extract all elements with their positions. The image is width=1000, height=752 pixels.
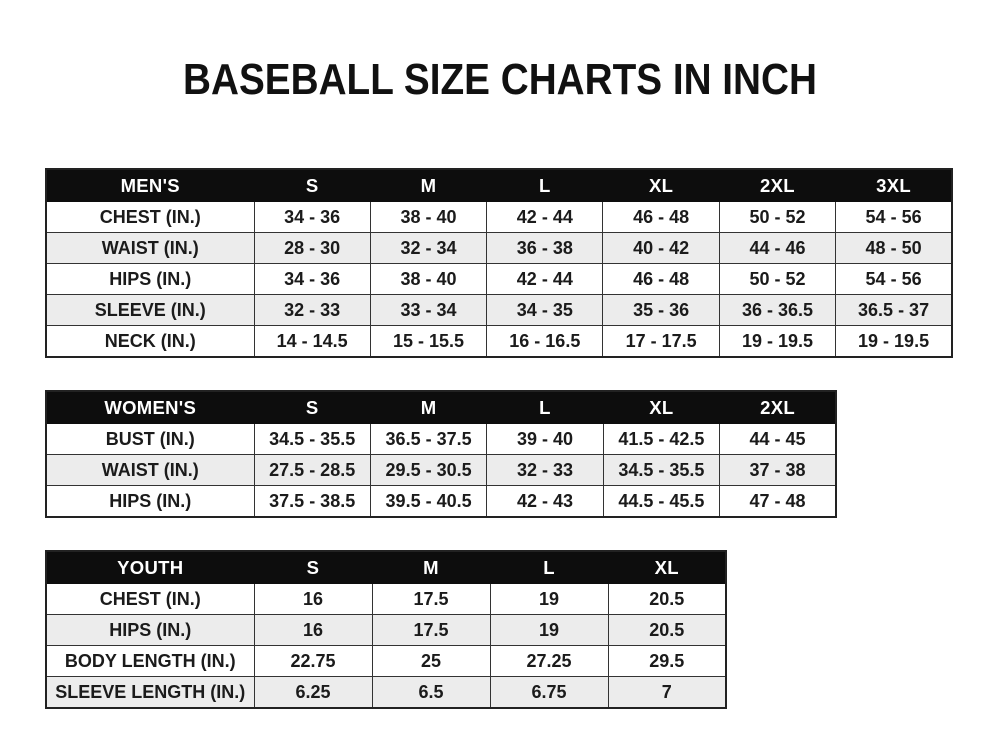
size-value-cell: 48 - 50 <box>836 233 952 264</box>
size-value-cell: 34.5 - 35.5 <box>254 424 370 455</box>
size-value-cell: 29.5 - 30.5 <box>370 455 486 486</box>
size-value-cell: 32 - 33 <box>254 295 370 326</box>
size-value-cell: 46 - 48 <box>603 264 719 295</box>
table-row <box>46 615 726 646</box>
table-row <box>46 455 836 486</box>
table-row <box>46 424 836 455</box>
size-value-cell: 20.5 <box>608 615 726 646</box>
table-header-womens: WOMEN'S <box>46 391 254 424</box>
column-header-s: S <box>254 169 370 202</box>
size-value-cell: 20.5 <box>608 584 726 615</box>
header-row-mens <box>46 169 952 202</box>
size-value-cell: 38 - 40 <box>370 264 486 295</box>
table-row <box>46 326 952 358</box>
size-value-cell: 32 - 34 <box>370 233 486 264</box>
size-value-cell: 44.5 - 45.5 <box>603 486 719 518</box>
size-value-cell: 7 <box>608 677 726 709</box>
row-label: CHEST (IN.) <box>46 584 254 615</box>
row-label: SLEEVE LENGTH (IN.) <box>46 677 254 709</box>
size-value-cell: 35 - 36 <box>603 295 719 326</box>
size-value-cell: 46 - 48 <box>603 202 719 233</box>
table-row <box>46 264 952 295</box>
size-value-cell: 42 - 43 <box>487 486 603 518</box>
size-value-cell: 29.5 <box>608 646 726 677</box>
size-value-cell: 38 - 40 <box>370 202 486 233</box>
table-header-youth: YOUTH <box>46 551 254 584</box>
size-value-cell: 41.5 - 42.5 <box>603 424 719 455</box>
table-row <box>46 677 726 709</box>
size-value-cell: 44 - 46 <box>719 233 835 264</box>
size-value-cell: 17.5 <box>372 615 490 646</box>
size-value-cell: 16 <box>254 584 372 615</box>
size-table-mens <box>45 168 953 358</box>
size-value-cell: 33 - 34 <box>370 295 486 326</box>
size-value-cell: 50 - 52 <box>719 202 835 233</box>
size-value-cell: 22.75 <box>254 646 372 677</box>
size-value-cell: 6.5 <box>372 677 490 709</box>
column-header-xl: XL <box>603 169 719 202</box>
header-row-youth <box>46 551 726 584</box>
size-value-cell: 47 - 48 <box>720 486 836 518</box>
table-row <box>46 233 952 264</box>
size-value-cell: 25 <box>372 646 490 677</box>
table-row <box>46 646 726 677</box>
size-value-cell: 42 - 44 <box>487 264 603 295</box>
row-label: HIPS (IN.) <box>46 615 254 646</box>
size-value-cell: 36 - 36.5 <box>719 295 835 326</box>
row-label: SLEEVE (IN.) <box>46 295 254 326</box>
column-header-xl: XL <box>603 391 719 424</box>
table-header-mens: MEN'S <box>46 169 254 202</box>
row-label: WAIST (IN.) <box>46 233 254 264</box>
size-value-cell: 36 - 38 <box>487 233 603 264</box>
column-header-m: M <box>372 551 490 584</box>
size-value-cell: 34.5 - 35.5 <box>603 455 719 486</box>
row-label: WAIST (IN.) <box>46 455 254 486</box>
size-value-cell: 19 - 19.5 <box>836 326 952 358</box>
size-value-cell: 39.5 - 40.5 <box>370 486 486 518</box>
row-label: CHEST (IN.) <box>46 202 254 233</box>
column-header-l: L <box>487 169 603 202</box>
size-value-cell: 34 - 35 <box>487 295 603 326</box>
table-row <box>46 486 836 518</box>
size-value-cell: 39 - 40 <box>487 424 603 455</box>
column-header-3xl: 3XL <box>836 169 952 202</box>
size-value-cell: 34 - 36 <box>254 264 370 295</box>
size-value-cell: 14 - 14.5 <box>254 326 370 358</box>
column-header-m: M <box>370 169 486 202</box>
size-value-cell: 17 - 17.5 <box>603 326 719 358</box>
size-value-cell: 32 - 33 <box>487 455 603 486</box>
table-row <box>46 295 952 326</box>
size-value-cell: 44 - 45 <box>720 424 836 455</box>
size-value-cell: 28 - 30 <box>254 233 370 264</box>
size-value-cell: 36.5 - 37.5 <box>370 424 486 455</box>
size-value-cell: 42 - 44 <box>487 202 603 233</box>
size-value-cell: 15 - 15.5 <box>370 326 486 358</box>
tables-container <box>45 168 1000 709</box>
size-value-cell: 50 - 52 <box>719 264 835 295</box>
size-value-cell: 34 - 36 <box>254 202 370 233</box>
column-header-2xl: 2XL <box>719 169 835 202</box>
size-table-womens <box>45 390 837 518</box>
size-value-cell: 27.25 <box>490 646 608 677</box>
row-label: NECK (IN.) <box>46 326 254 358</box>
row-label: BODY LENGTH (IN.) <box>46 646 254 677</box>
column-header-s: S <box>254 391 370 424</box>
size-value-cell: 54 - 56 <box>836 264 952 295</box>
page-title: BASEBALL SIZE CHARTS IN INCH <box>183 55 817 104</box>
size-value-cell: 40 - 42 <box>603 233 719 264</box>
size-value-cell: 17.5 <box>372 584 490 615</box>
column-header-2xl: 2XL <box>720 391 836 424</box>
row-label: HIPS (IN.) <box>46 264 254 295</box>
size-value-cell: 36.5 - 37 <box>836 295 952 326</box>
column-header-xl: XL <box>608 551 726 584</box>
size-value-cell: 19 <box>490 584 608 615</box>
size-value-cell: 37 - 38 <box>720 455 836 486</box>
column-header-m: M <box>370 391 486 424</box>
size-value-cell: 54 - 56 <box>836 202 952 233</box>
header-row-womens <box>46 391 836 424</box>
size-value-cell: 16 <box>254 615 372 646</box>
row-label: HIPS (IN.) <box>46 486 254 518</box>
size-value-cell: 19 - 19.5 <box>719 326 835 358</box>
size-value-cell: 37.5 - 38.5 <box>254 486 370 518</box>
column-header-s: S <box>254 551 372 584</box>
size-value-cell: 16 - 16.5 <box>487 326 603 358</box>
size-table-youth <box>45 550 727 709</box>
column-header-l: L <box>490 551 608 584</box>
size-value-cell: 19 <box>490 615 608 646</box>
column-header-l: L <box>487 391 603 424</box>
table-row <box>46 202 952 233</box>
row-label: BUST (IN.) <box>46 424 254 455</box>
size-value-cell: 27.5 - 28.5 <box>254 455 370 486</box>
size-value-cell: 6.75 <box>490 677 608 709</box>
table-row <box>46 584 726 615</box>
size-value-cell: 6.25 <box>254 677 372 709</box>
